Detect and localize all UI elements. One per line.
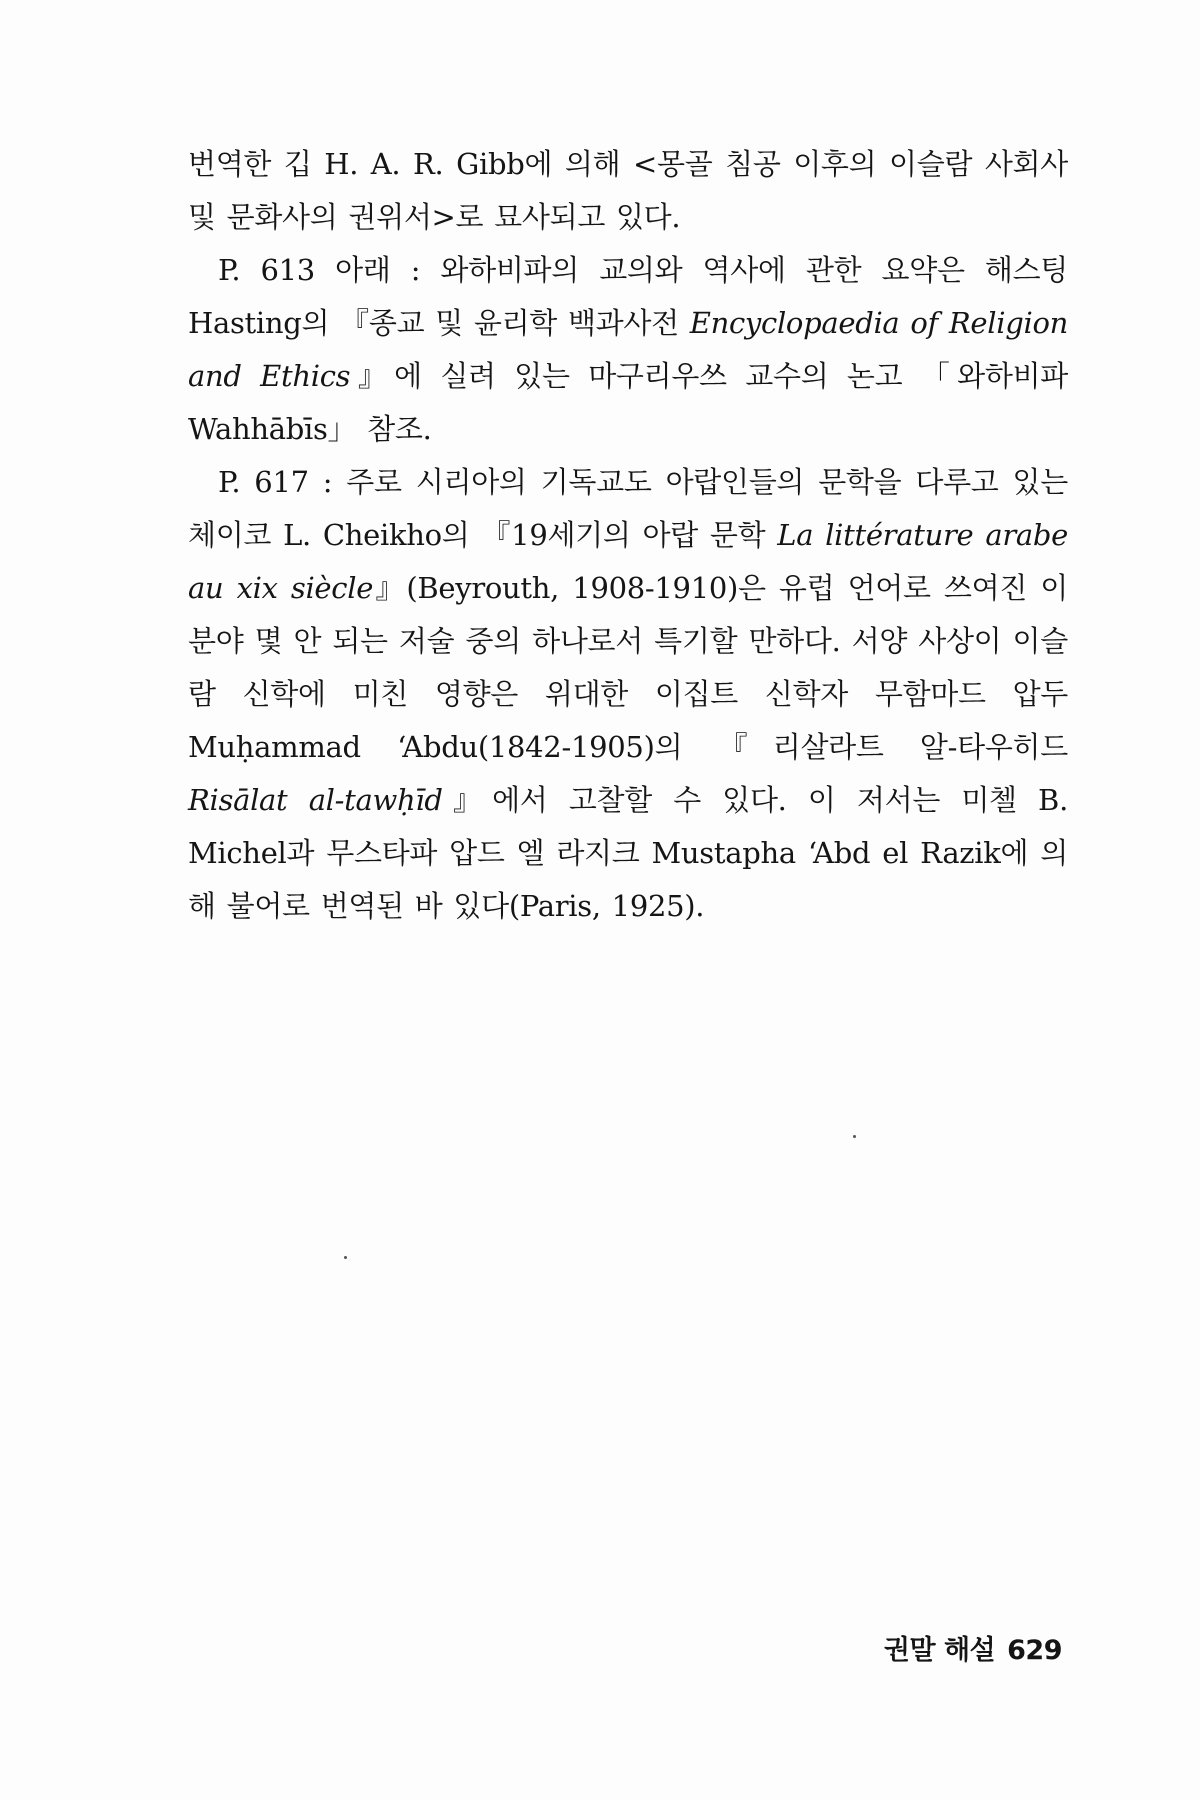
- italic-title-litterature-arabe: La littérature arabe au xix siècle: [188, 518, 1068, 605]
- paragraph-text: 번역한 깁 H. A. R. Gibb에 의해 <몽골 침공 이후의 이슬람 사회사 및 문화사의 권위서>로 묘사되고 있다.: [188, 147, 1068, 234]
- paragraph-text: 』에 실려 있는 마구리우쓰 교수의 논고 「와하비파 Wahhābīs」 참조.: [188, 359, 1069, 446]
- paragraph-text: 』에서 고찰할 수 있다. 이 저서는 미첼 B. Michel과 무스타파 압드 엘 라지크 Mustapha ‘Abd el Razik에 의해 불어로 번역된 바 있다(Paris, 1925).: [188, 783, 1068, 923]
- print-speck: [853, 1135, 856, 1138]
- page-footer: [884, 1628, 1062, 1667]
- paragraph-p613-note: [188, 244, 1068, 456]
- italic-title-encyclopaedia: Encyclopaedia of Religion and Ethics: [188, 306, 1068, 393]
- paragraph-p617-note: [188, 456, 1068, 933]
- paragraph-gibb-continuation: [188, 138, 1068, 244]
- page-number: 629: [1007, 1635, 1062, 1666]
- print-speck: [344, 1256, 347, 1259]
- paragraph-text: 』(Beyrouth, 1908-1910)은 유럽 언어로 쓰여진 이 분야 몇 안 되는 저술 중의 하나로서 특기할 만하다. 서양 사상이 이슬람 신학에 미친 영향은 위대한 이집트 신학자 무함마드 압두 Muḥammad ‘Abdu(1842-1905)의 『리살라트 알-타우히드: [188, 571, 1068, 764]
- paragraph-text: P. 617 : 주로 시리아의 기독교도 아랍인들의 문학을 다루고 있는 체이코 L. Cheikho의 『19세기의 아랍 문학: [188, 465, 1068, 552]
- running-section-title: 권말 해설: [883, 1635, 996, 1666]
- body-text: [188, 138, 1068, 933]
- paragraph-text: P. 613 아래 : 와하비파의 교의와 역사에 관한 요약은 해스팅 Hasting의 『종교 및 윤리학 백과사전: [188, 253, 1068, 340]
- italic-title-risalat: Risālat al-tawḥīd: [188, 783, 443, 817]
